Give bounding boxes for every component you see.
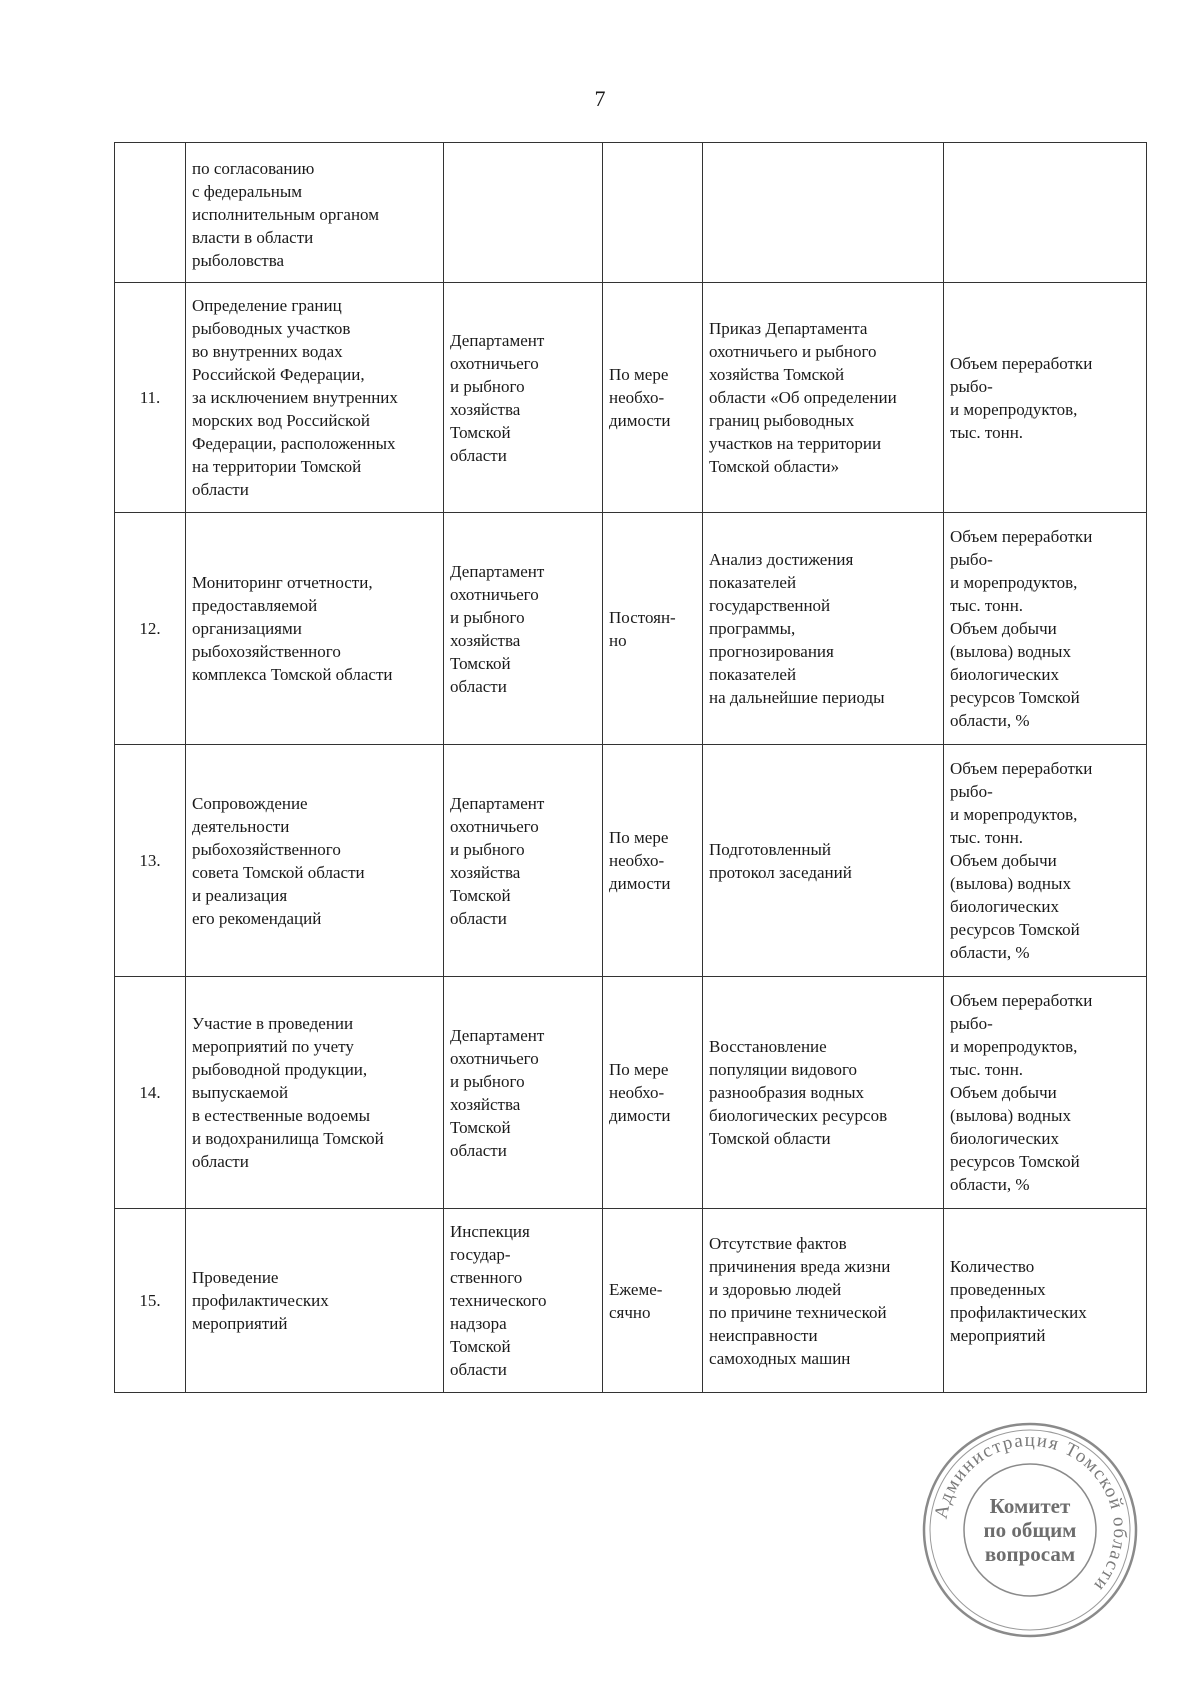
indicator-cell: Объем переработки рыбо- и морепродуктов, тыс. тонн. Объем добычи (вылова) водных биологических ресурсов Томской области, % [944, 513, 1147, 745]
term-cell: Ежеме- сячно [603, 1209, 703, 1393]
activity-cell: Проведение профилактических мероприятий [186, 1209, 444, 1393]
indicator-cell: Объем переработки рыбо- и морепродуктов, тыс. тонн. Объем добычи (вылова) водных биологических ресурсов Томской области, % [944, 977, 1147, 1209]
executor-cell: Департамент охотничьего и рыбного хозяйства Томской области [444, 745, 603, 977]
stamp-center-text [920, 1420, 1140, 1640]
activity-cell: Определение границ рыбоводных участков во внутренних водах Российской Федерации, за исключением внутренних морских вод Российской Федерации, расположенных на территории Томской области [186, 283, 444, 513]
table-row [115, 143, 1147, 283]
table-row [115, 977, 1147, 1209]
row-number-cell: 13. [115, 745, 186, 977]
result-cell [703, 143, 944, 283]
row-number-cell: 15. [115, 1209, 186, 1393]
row-number-cell [115, 143, 186, 283]
term-cell: По мере необхо- димости [603, 283, 703, 513]
official-stamp [920, 1420, 1140, 1640]
stamp-ring-text: Администрация Томской области [930, 1429, 1131, 1597]
activity-cell: Сопровождение деятельности рыбохозяйственного совета Томской области и реализация его рекомендаций [186, 745, 444, 977]
table-row [115, 283, 1147, 513]
executor-cell: Департамент охотничьего и рыбного хозяйства Томской области [444, 283, 603, 513]
term-cell: По мере необхо- димости [603, 977, 703, 1209]
row-number-cell: 14. [115, 977, 186, 1209]
indicator-cell [944, 143, 1147, 283]
indicator-cell: Количество проведенных профилактических мероприятий [944, 1209, 1147, 1393]
term-cell: По мере необхо- димости [603, 745, 703, 977]
row-number-cell: 12. [115, 513, 186, 745]
term-cell: Постоян- но [603, 513, 703, 745]
executor-cell: Инспекция государ- ственного технического надзора Томской области [444, 1209, 603, 1393]
indicator-cell: Объем переработки рыбо- и морепродуктов, тыс. тонн. Объем добычи (вылова) водных биологических ресурсов Томской области, % [944, 745, 1147, 977]
result-cell: Анализ достижения показателей государственной программы, прогнозирования показателей на дальнейшие периоды [703, 513, 944, 745]
activity-cell: по согласованию с федеральным исполнительным органом власти в области рыболовства [186, 143, 444, 283]
stamp-line: вопросам [984, 1542, 1076, 1566]
result-cell: Восстановление популяции видового разнообразия водных биологических ресурсов Томской области [703, 977, 944, 1209]
result-cell: Подготовленный протокол заседаний [703, 745, 944, 977]
table-row [115, 745, 1147, 977]
page-number: 7 [594, 86, 606, 111]
term-cell [603, 143, 703, 283]
result-cell: Приказ Департамента охотничьего и рыбного хозяйства Томской области «Об определении границ рыбоводных участков на территории Томской области» [703, 283, 944, 513]
executor-cell: Департамент охотничьего и рыбного хозяйства Томской области [444, 513, 603, 745]
stamp-line: Комитет [989, 1494, 1071, 1518]
activity-cell: Мониторинг отчетности, предоставляемой организациями рыбохозяйственного комплекса Томской области [186, 513, 444, 745]
table-row [115, 513, 1147, 745]
result-cell: Отсутствие фактов причинения вреда жизни и здоровью людей по причине технической неисправности самоходных машин [703, 1209, 944, 1393]
stamp-line: по общим [983, 1518, 1077, 1542]
measures-table [114, 142, 1147, 1393]
executor-cell: Департамент охотничьего и рыбного хозяйства Томской области [444, 977, 603, 1209]
activity-cell: Участие в проведении мероприятий по учету рыбоводной продукции, выпускаемой в естественные водоемы и водохранилища Томской области [186, 977, 444, 1209]
row-number-cell: 11. [115, 283, 186, 513]
table-row [115, 1209, 1147, 1393]
executor-cell [444, 143, 603, 283]
indicator-cell: Объем переработки рыбо- и морепродуктов, тыс. тонн. [944, 283, 1147, 513]
